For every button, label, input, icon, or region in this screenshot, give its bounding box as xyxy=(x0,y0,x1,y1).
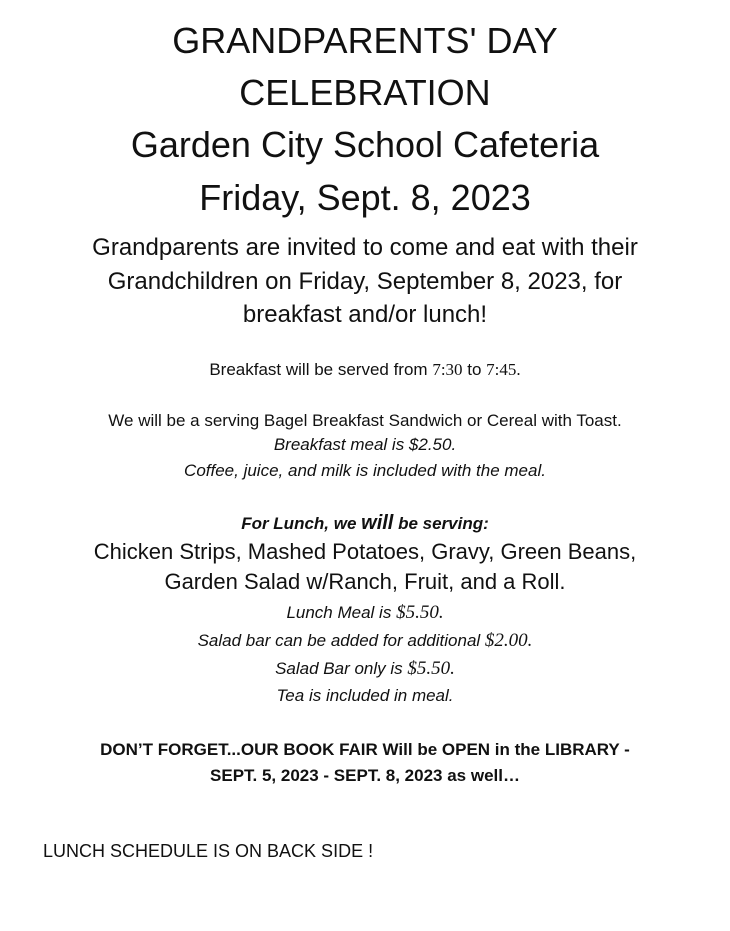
salad-only-label: Salad Bar only is xyxy=(275,659,408,678)
lunch-price xyxy=(0,601,730,625)
breakfast-time-start: 7:30 xyxy=(432,360,463,379)
back-side-note: LUNCH SCHEDULE IS ON BACK SIDE ! xyxy=(43,841,374,861)
book-fair-line-1: DON’T FORGET...OUR BOOK FAIR Will be OPEN in the LIBRARY - xyxy=(100,740,630,759)
lunch-menu-line-2: Garden Salad w/Ranch, Fruit, and a Roll. xyxy=(164,569,566,594)
lunch-price-value: $5.50. xyxy=(396,602,444,623)
salad-only xyxy=(0,657,730,681)
breakfast-time-prefix: Breakfast will be served from xyxy=(209,360,433,379)
lunch-heading xyxy=(0,511,730,536)
breakfast-price: Breakfast meal is $2.50. xyxy=(273,435,457,454)
breakfast-time-end: 7:45. xyxy=(486,360,521,379)
salad-add xyxy=(0,629,730,653)
lunch-heading-a: For Lunch, we xyxy=(241,514,362,533)
breakfast-time-mid: to xyxy=(462,360,487,379)
breakfast-time xyxy=(0,358,730,382)
salad-add-label: Salad bar can be added for additional xyxy=(197,631,485,650)
title-line-2: CELEBRATION xyxy=(239,72,491,113)
intro-line-3: breakfast and/or lunch! xyxy=(242,301,488,328)
lunch-heading-c: be serving: xyxy=(393,514,489,533)
breakfast-included: Coffee, juice, and milk is included with the meal. xyxy=(184,461,546,480)
intro-line-1: Grandparents are invited to come and eat with their xyxy=(92,234,638,261)
title-line-1: GRANDPARENTS' DAY xyxy=(172,20,558,61)
book-fair-line-2: SEPT. 5, 2023 - SEPT. 8, 2023 as well… xyxy=(210,766,520,785)
salad-add-value: $2.00. xyxy=(484,630,533,651)
lunch-heading-will: will xyxy=(361,512,394,534)
breakfast-serving: We will be a serving Bagel Breakfast Sandwich or Cereal with Toast. xyxy=(108,411,622,430)
tea-note: Tea is included in meal. xyxy=(276,686,454,705)
title-school: Garden City School Cafeteria xyxy=(130,124,600,165)
lunch-price-label: Lunch Meal is xyxy=(286,603,397,622)
lunch-menu-line-1: Chicken Strips, Mashed Potatoes, Gravy, Green Beans, xyxy=(93,539,637,564)
title-date: Friday, Sept. 8, 2023 xyxy=(199,177,531,218)
salad-only-value: $5.50. xyxy=(407,658,455,679)
intro-line-2: Grandchildren on Friday, September 8, 2023, for xyxy=(107,268,623,295)
